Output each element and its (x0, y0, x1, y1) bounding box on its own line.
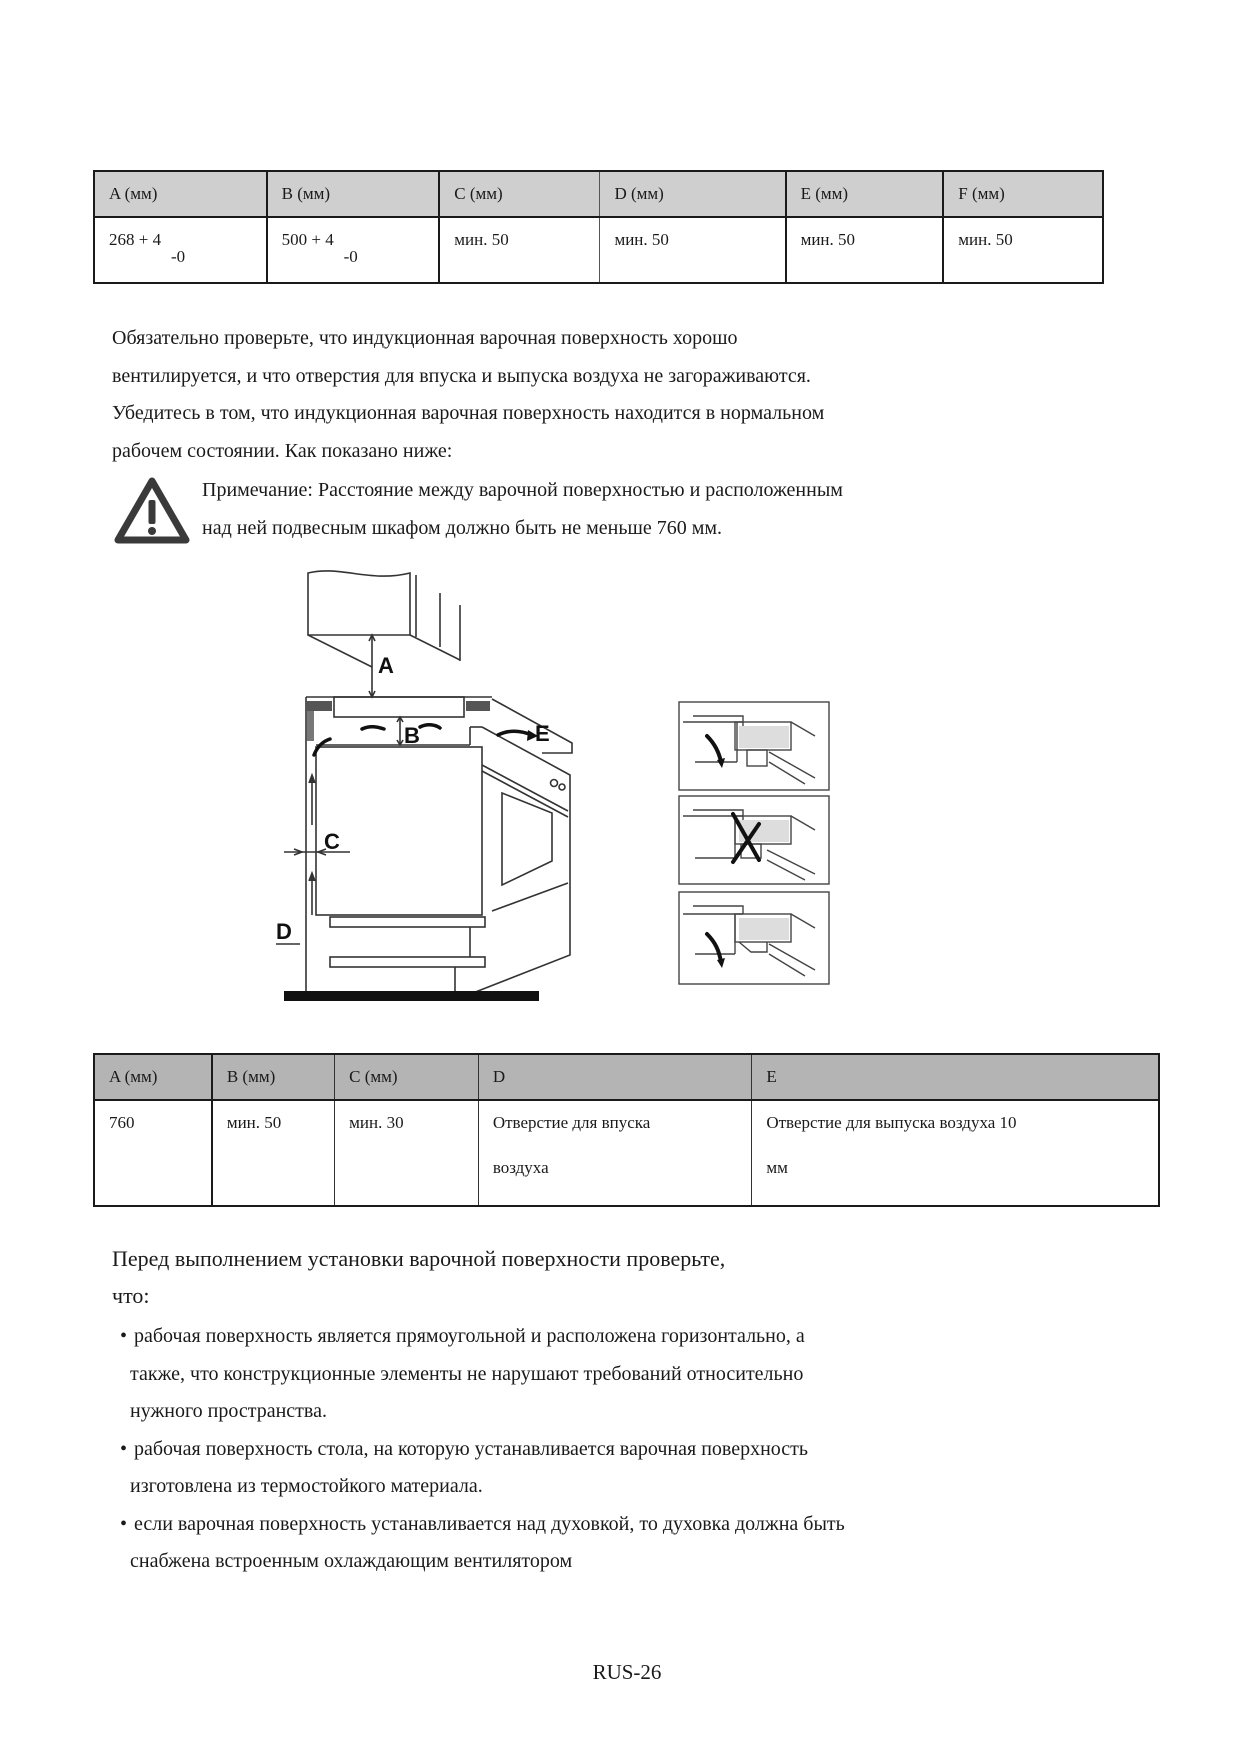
header-cell: C (мм) (439, 171, 600, 217)
header-cell: D (мм) (600, 171, 786, 217)
value-main: 500 + 4 (281, 230, 334, 249)
floor-bar (284, 991, 539, 1001)
header-cell: D (478, 1054, 752, 1100)
table-cell (752, 1100, 1159, 1206)
text-line: Обязательно проверьте, что индукционная варочная поверхность хорошо (112, 327, 738, 349)
text-line: рабочая поверхность является прямоугольной и расположена горизонтально, а (134, 1325, 805, 1347)
table-cell: мин. 50 (786, 217, 944, 283)
label-b: B (404, 723, 420, 748)
table-cell: мин. 50 (943, 217, 1103, 283)
text-line: изготовлена из термостойкого материала. (130, 1475, 483, 1497)
text-line: если варочная поверхность устанавливается над духовкой, то духовка должна быть (134, 1512, 845, 1535)
list-item (112, 1506, 1062, 1581)
value-main: 268 + 4 (109, 230, 162, 249)
installation-clearance-diagram (270, 565, 600, 1005)
checklist (112, 1318, 1062, 1581)
text-line: вентилируется, и что отверстия для впуска и выпуска воздуха не загораживаются. (112, 364, 811, 387)
text-line: Убедитесь в том, что индукционная варочная поверхность находится в нормальном (112, 402, 825, 424)
cell-text: воздуха (492, 1158, 549, 1177)
cell-text: мм (766, 1158, 788, 1177)
header-cell: B (мм) (212, 1054, 335, 1100)
table-cell (94, 1100, 212, 1206)
text-line: нужного пространства. (130, 1400, 327, 1422)
cell-text: Отверстие для выпуска воздуха 10 (766, 1113, 1017, 1132)
check-arrow-icon (707, 736, 721, 762)
text-line: рабочем состоянии. Как показано ниже: (112, 439, 453, 462)
clearance-dimensions-table (93, 1053, 1160, 1207)
cell-text: Отверстие для впуска (492, 1113, 651, 1132)
cell-text: 760 (109, 1113, 135, 1132)
text-line: также, что конструкционные элементы не нарушают требований относительно (130, 1362, 804, 1385)
note-text (202, 472, 1022, 547)
ventilation-paragraph (112, 320, 1012, 470)
label-e: E (535, 721, 550, 746)
text-line: над ней подвесным шкафом должно быть не меньше 760 мм. (202, 516, 723, 539)
header-cell: B (мм) (267, 171, 440, 217)
table-header-row (94, 171, 1103, 217)
cell-text: мин. 50 (226, 1113, 282, 1132)
ventilation-examples-diagram (675, 700, 835, 990)
table-cell: мин. 50 (600, 217, 786, 283)
bullet-icon: • (120, 1512, 128, 1535)
header-cell: F (мм) (943, 171, 1103, 217)
label-a: A (378, 653, 394, 678)
page-number: RUS-26 (592, 1660, 662, 1684)
table-cell: мин. 50 (439, 217, 600, 283)
table-cell (94, 217, 267, 283)
text-line: Примечание: Расстояние между варочной поверхностью и расположенным (202, 479, 843, 501)
header-cell: A (мм) (94, 171, 267, 217)
label-d: D (276, 919, 292, 944)
value-tolerance: -0 (171, 247, 186, 266)
warning-triangle-icon (114, 476, 190, 546)
cell-text: мин. 30 (349, 1113, 404, 1132)
table-header-row (94, 1054, 1159, 1100)
check-arrow-icon (707, 934, 721, 962)
header-cell: A (мм) (94, 1054, 212, 1100)
value-tolerance: -0 (343, 247, 358, 266)
bullet-icon: • (120, 1325, 128, 1347)
header-cell: E (мм) (786, 171, 944, 217)
text-line: рабочая поверхность стола, на которую устанавливается варочная поверхность (134, 1437, 809, 1460)
table-cell (212, 1100, 335, 1206)
table-cell (267, 217, 440, 283)
cutout-dimensions-table (93, 170, 1104, 284)
header-cell: C (мм) (335, 1054, 479, 1100)
table-cell (335, 1100, 479, 1206)
checklist-heading (112, 1240, 1012, 1314)
table-row (94, 1100, 1159, 1206)
table-row (94, 217, 1103, 283)
list-item (112, 1431, 1062, 1506)
text-line: снабжена встроенным охлаждающим вентилятором (130, 1550, 573, 1572)
text-line: Перед выполнением установки варочной поверхности проверьте, (112, 1246, 726, 1271)
label-c: C (324, 829, 340, 854)
text-line: что: (112, 1283, 150, 1308)
bullet-icon: • (120, 1437, 128, 1460)
list-item (112, 1318, 1062, 1431)
table-cell (478, 1100, 752, 1206)
header-cell: E (752, 1054, 1159, 1100)
